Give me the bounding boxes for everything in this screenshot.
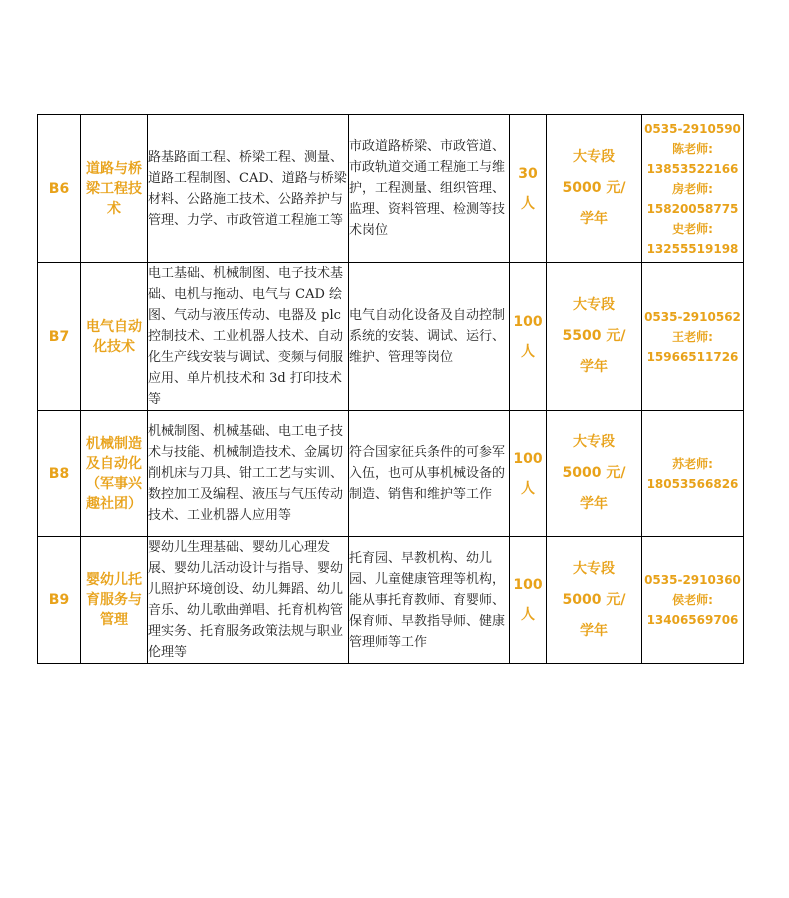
table-row: [38, 263, 744, 411]
fee-unit: 学年: [580, 211, 608, 227]
major-courses: 路基路面工程、桥梁工程、测量、道路工程制图、CAD、道路与桥梁材料、公路施工技术、公路养护与管理、力学、市政管道工程施工等: [148, 115, 349, 263]
major-jobs: 托育园、早教机构、幼儿园、儿童健康管理等机构，能从事托育教师、育婴师、保育师、早教指导师、健康管理师等工作: [349, 537, 510, 664]
contact-line: 0535-2910360: [644, 573, 741, 587]
contact-line: 15820058775: [646, 201, 739, 216]
enrollment-count: 100 人: [510, 537, 547, 664]
major-courses: 婴幼儿生理基础、婴幼儿心理发展、婴幼儿活动设计与指导、婴幼儿照护环境创设、幼儿舞蹈、幼儿音乐、幼儿歌曲弹唱、托育机构管理实务、托育服务政策法规与职业伦理等: [148, 537, 349, 664]
contact-line: 0535-2910590: [644, 121, 741, 136]
tuition-fee: [547, 115, 642, 263]
major-code: B7: [38, 263, 81, 411]
contact-info: [642, 537, 744, 664]
fee-unit: 学年: [580, 622, 608, 639]
contact-line: 13255519198: [646, 241, 739, 256]
tuition-fee: [547, 537, 642, 664]
fee-level: 大专段: [573, 434, 615, 450]
contact-line: 陈老师:: [672, 141, 713, 156]
major-jobs: 市政道路桥梁、市政管道、市政轨道交通工程施工与维护，工程测量、组织管理、监理、资料管理、检测等技术岗位: [349, 115, 510, 263]
fee-amount: 5000 元/: [562, 465, 626, 481]
contact-line: 侯老师:: [672, 593, 713, 607]
table-row: [38, 411, 744, 537]
contact-line: 18053566826: [646, 476, 739, 491]
major-name: 电气自动化技术: [81, 263, 148, 411]
contact-line: 史老师:: [672, 221, 713, 236]
major-jobs: 符合国家征兵条件的可参军入伍，也可从事机械设备的制造、销售和维护等工作: [349, 411, 510, 537]
table-row: [38, 537, 744, 664]
table-row: [38, 115, 744, 263]
majors-table: [37, 114, 744, 664]
fee-unit: 学年: [580, 496, 608, 512]
contact-line: 13853522166: [646, 161, 739, 176]
major-name: 机械制造及自动化（军事兴趣社团）: [81, 411, 148, 537]
major-courses: 机械制图、机械基础、电工电子技术与技能、机械制造技术、金属切削机床与刀具、钳工工艺与实训、数控加工及编程、液压与气压传动技术、工业机器人应用等: [148, 411, 349, 537]
contact-line: 苏老师:: [672, 456, 713, 471]
fee-amount: 5000 元/: [562, 591, 626, 608]
contact-info: [642, 263, 744, 411]
major-code: B8: [38, 411, 81, 537]
tuition-fee: [547, 263, 642, 411]
contact-line: 王老师:: [672, 329, 713, 344]
contact-line: 15966511726: [646, 349, 739, 364]
major-courses: 电工基础、机械制图、电子技术基础、电机与拖动、电气与 CAD 绘图、气动与液压传动、电器及 plc 控制技术、工业机器人技术、自动化生产线安装与调试、变频与伺服应用、单片机技术和 3d 打印技术等: [148, 263, 349, 411]
major-jobs: 电气自动化设备及自动控制系统的安装、调试、运行、维护、管理等岗位: [349, 263, 510, 411]
major-name: 道路与桥梁工程技术: [81, 115, 148, 263]
contact-line: 0535-2910562: [644, 309, 741, 324]
contact-info: [642, 115, 744, 263]
contact-info: [642, 411, 744, 537]
fee-amount: 5000 元/: [562, 180, 626, 196]
major-code: B6: [38, 115, 81, 263]
enrollment-count: 30 人: [510, 115, 547, 263]
tuition-fee: [547, 411, 642, 537]
contact-line: 房老师:: [672, 181, 713, 196]
fee-level: 大专段: [573, 560, 615, 577]
fee-level: 大专段: [573, 149, 615, 165]
enrollment-count: 100 人: [510, 263, 547, 411]
major-code: B9: [38, 537, 81, 664]
contact-line: 13406569706: [646, 613, 739, 627]
fee-amount: 5500 元/: [562, 328, 626, 344]
fee-unit: 学年: [580, 359, 608, 375]
major-name: 婴幼儿托育服务与管理: [81, 537, 148, 664]
fee-level: 大专段: [573, 297, 615, 313]
enrollment-count: 100 人: [510, 411, 547, 537]
